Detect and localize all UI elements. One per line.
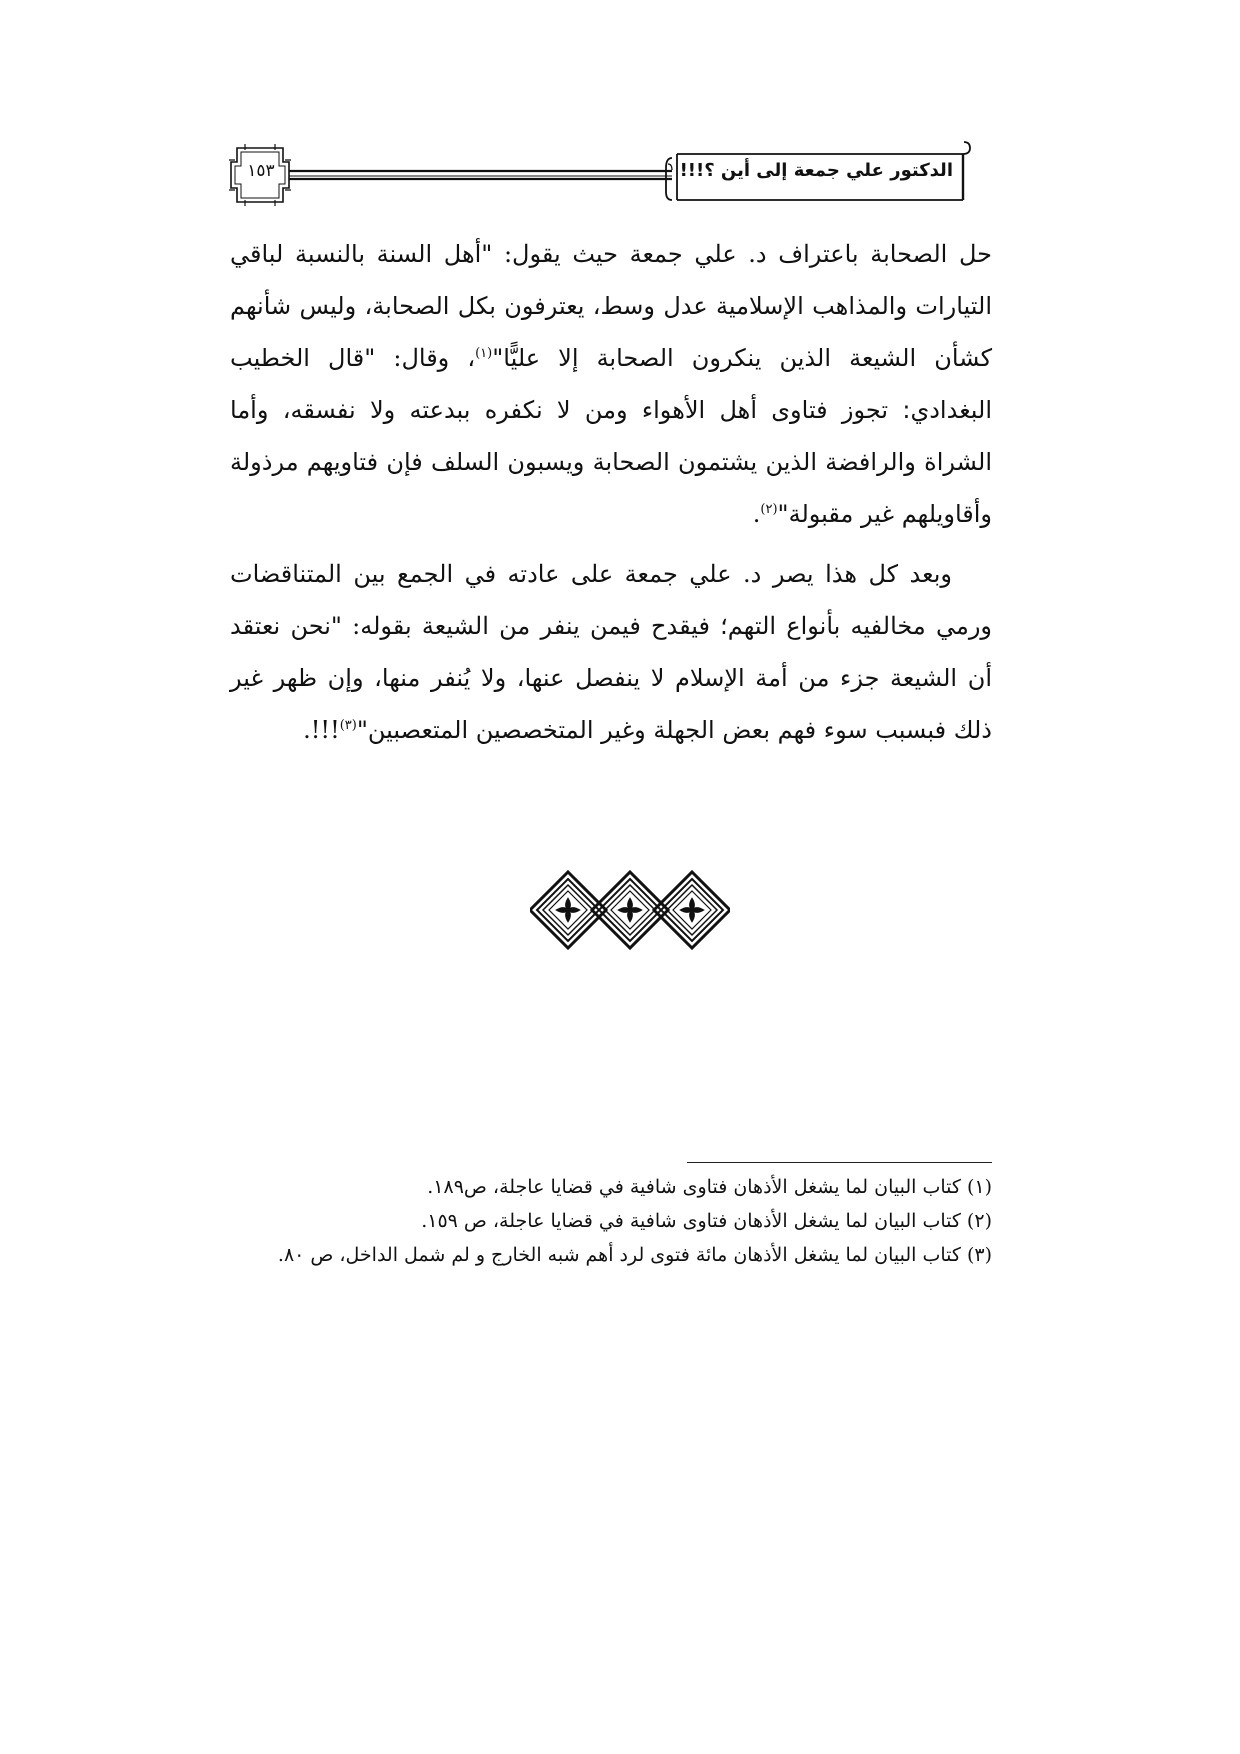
paragraph-1-connector: ، وقال: xyxy=(375,344,476,372)
paragraph-1-end: . xyxy=(752,500,761,528)
footnote-3: (٣) كتاب البيان لما يشغل الأذهان مائة فتوى لرد أهم شبه الخارج و لم شمل الداخل، ص ٨٠. xyxy=(277,1244,992,1266)
triple-diamond-ornament-icon xyxy=(530,868,730,952)
paragraph-2 xyxy=(230,548,992,756)
quote-shia-statement: "نحن نعتقد أن الشيعة جزء من أمة الإسلام لا ينفصل عنها، ولا يُنفر منها، وإن ظهر غير ذلك فبسبب سوء فهم بعض الجهلة وغير المتخصصين المتعصبين" xyxy=(230,612,992,744)
paragraph-1-intro: حل الصحابة باعتراف د. علي جمعة حيث يقول: xyxy=(492,240,992,268)
footnote-separator xyxy=(687,1162,992,1163)
diamond-ornament-center xyxy=(592,872,668,948)
footnote-ref-3[interactable]: (٣) xyxy=(339,718,357,733)
header-rule xyxy=(289,171,672,179)
main-text xyxy=(230,228,992,756)
page-header xyxy=(225,140,975,210)
paragraph-1 xyxy=(230,228,992,540)
diamond-ornament-right xyxy=(654,872,730,948)
page-number: ١٥٣ xyxy=(247,161,275,181)
footnotes xyxy=(230,1170,992,1272)
paragraph-2-intro: وبعد كل هذا يصر د. علي جمعة على عادته في الجمع بين المتناقضات ورمي مخالفيه بأنواع التهم؛ فيقدح فيمن ينفر من الشيعة بقوله: xyxy=(230,560,992,640)
footnote-2: (٢) كتاب البيان لما يشغل الأذهان فتاوى شافية في قضايا عاجلة، ص ١٥٩. xyxy=(421,1210,992,1232)
quote-ahl-al-sunna: "أهل السنة بالنسبة لباقي التيارات والمذاهب الإسلامية عدل وسط، يعترفون بكل الصحابة، وليس شأنهم كشأن الشيعة الذين ينكرون الصحابة إلا عليًّا" xyxy=(230,240,992,372)
diamond-ornament-left xyxy=(530,872,606,948)
footnote-1: (١) كتاب البيان لما يشغل الأذهان فتاوى شافية في قضايا عاجلة، ص١٨٩. xyxy=(427,1176,992,1198)
paragraph-2-end: !!!. xyxy=(303,716,340,744)
running-title: الدكتور علي جمعة إلى أين ؟!!! xyxy=(679,160,953,181)
footnote-ref-2[interactable]: (٢) xyxy=(760,502,778,517)
quote-al-khatib: "قال الخطيب البغدادي: تجوز فتاوى أهل الأهواء ومن لا نكفره ببدعته ولا نفسقه، وأما الشراة والرافضة الذين يشتمون الصحابة ويسبون السلف فإن فتاويهم مرذولة وأقاويلهم غير مقبولة" xyxy=(230,344,992,528)
footnote-ref-1[interactable]: (١) xyxy=(475,346,493,361)
